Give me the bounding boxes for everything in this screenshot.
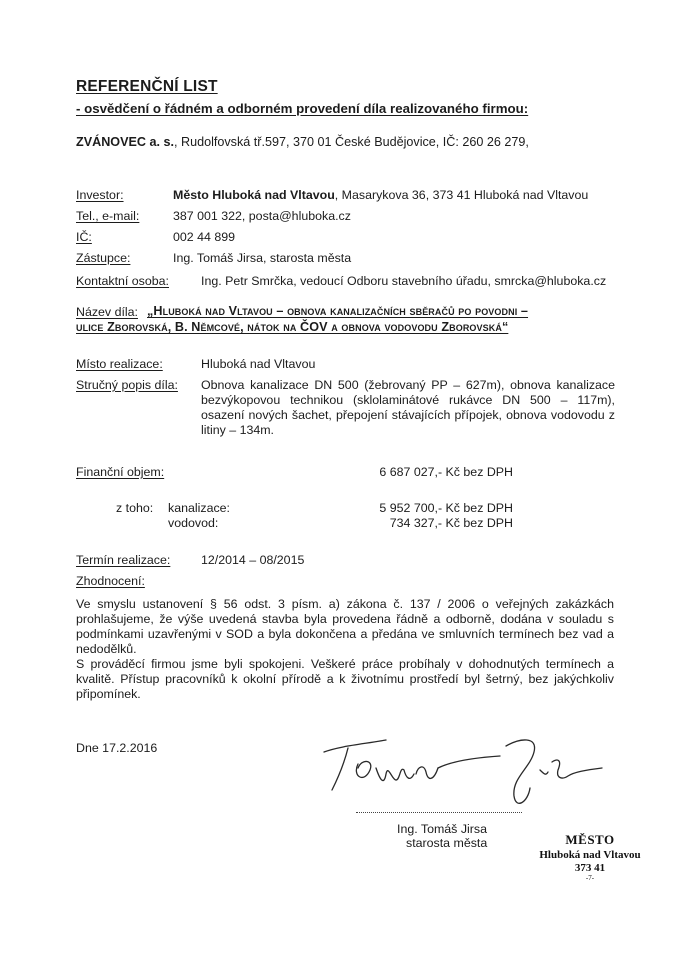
investor-label: Investor: [76,188,124,202]
tel-value: 387 001 322, posta@hluboka.cz [173,209,351,223]
investor-value [173,188,588,202]
stamp-line-1: MĚSTO [565,832,615,847]
contact-value: Ing. Petr Smrčka, vedoucí Odboru stavebního úřadu, smrcka@hluboka.cz [201,274,607,288]
project-name-label: Název díla: [76,305,138,319]
evaluation-paragraph-1: Ve smyslu ustanovení § 56 odst. 3 písm. a) zákona č. 137 / 2006 o veřejných zakázkách prohlašujeme, že výše uvedená stavba byla provedena řádně a odborně, dodána v souladu s podmínkami uzavřenými v SOD a byla dokončena a předána ve smluvních termínech bez vad a nedodělků. [76,597,614,656]
ic-label: IČ: [76,230,92,244]
term-value: 12/2014 – 08/2015 [201,553,305,567]
sewer-label: kanalizace: [168,501,230,515]
place-value: Hluboká nad Vltavou [201,357,316,371]
representative-value: Ing. Tomáš Jirsa, starosta města [173,251,352,265]
firm-line [76,135,529,149]
description-label: Stručný popis díla: [76,378,178,392]
firm-name: ZVÁNOVEC a. s. [76,135,174,149]
sewer-value: 5 952 700,- Kč bez DPH [379,501,513,515]
investor-address: , Masarykova 36, 373 41 Hluboká nad Vltavou [334,188,589,202]
water-value: 734 327,- Kč bez DPH [389,516,513,530]
of-which-label: z toho: [116,501,154,515]
document-subtitle: - osvědčení o řádném a odborném provedení díla realizovaného firmou: [76,101,529,116]
project-name-line2: ulice Zborovská, B. Němcové, nátok na ČOV a obnova vodovodu Zborovská“ [76,320,509,334]
stamp-line-3: 373 41 [574,862,606,874]
finance-total-value: 6 687 027,- Kč bez DPH [379,465,513,479]
stamp-line-4: -7- [585,874,595,882]
contact-label: Kontaktní osoba: [76,274,169,288]
water-label: vodovod: [168,516,219,530]
finance-label: Finanční objem: [76,465,165,479]
stamp-line-2: Hluboká nad Vltavou [539,849,641,861]
evaluation-label: Zhodnocení: [76,574,145,588]
representative-label: Zástupce: [76,251,131,265]
evaluation-paragraph-2: S prováděcí firmou jsme byli spokojeni. Veškeré práce probíhaly v dohodnutých termínech a kvalitě. Přístup pracovníků k okolní přírodě a k životnímu prostředí byl šetrný, bez jakýchkoliv připomínek. [76,657,614,701]
official-stamp [530,832,650,882]
place-label: Místo realizace: [76,357,163,371]
document-title: REFERENČNÍ LIST [76,78,218,95]
investor-name: Město Hluboká nad Vltavou [173,188,335,202]
signature-line [356,812,522,813]
firm-address: , Rudolfovská tř.597, 370 01 České Budějovice, IČ: 260 26 279, [173,135,529,149]
signer-title: starosta města [406,836,488,850]
project-name-line1: „Hluboká nad Vltavou – obnova kanalizačních sběračů po povodni – [147,304,529,318]
handwritten-signature [300,718,620,818]
ic-value: 002 44 899 [173,230,236,244]
tel-label: Tel., e-mail: [76,209,140,223]
description-value: Obnova kanalizace DN 500 (žebrovaný PP – 627m), obnova kanalizace bezvýkopovou technikou (sklolaminátové rukávce DN 500 – 117m), osazení nových šachet, přepojení stávajících přípojek, obnova vodovodu z litiny – 134m. [201,378,615,437]
term-label: Termín realizace: [76,553,171,567]
date-line: Dne 17.2.2016 [76,741,158,755]
signer-name: Ing. Tomáš Jirsa [397,822,487,836]
